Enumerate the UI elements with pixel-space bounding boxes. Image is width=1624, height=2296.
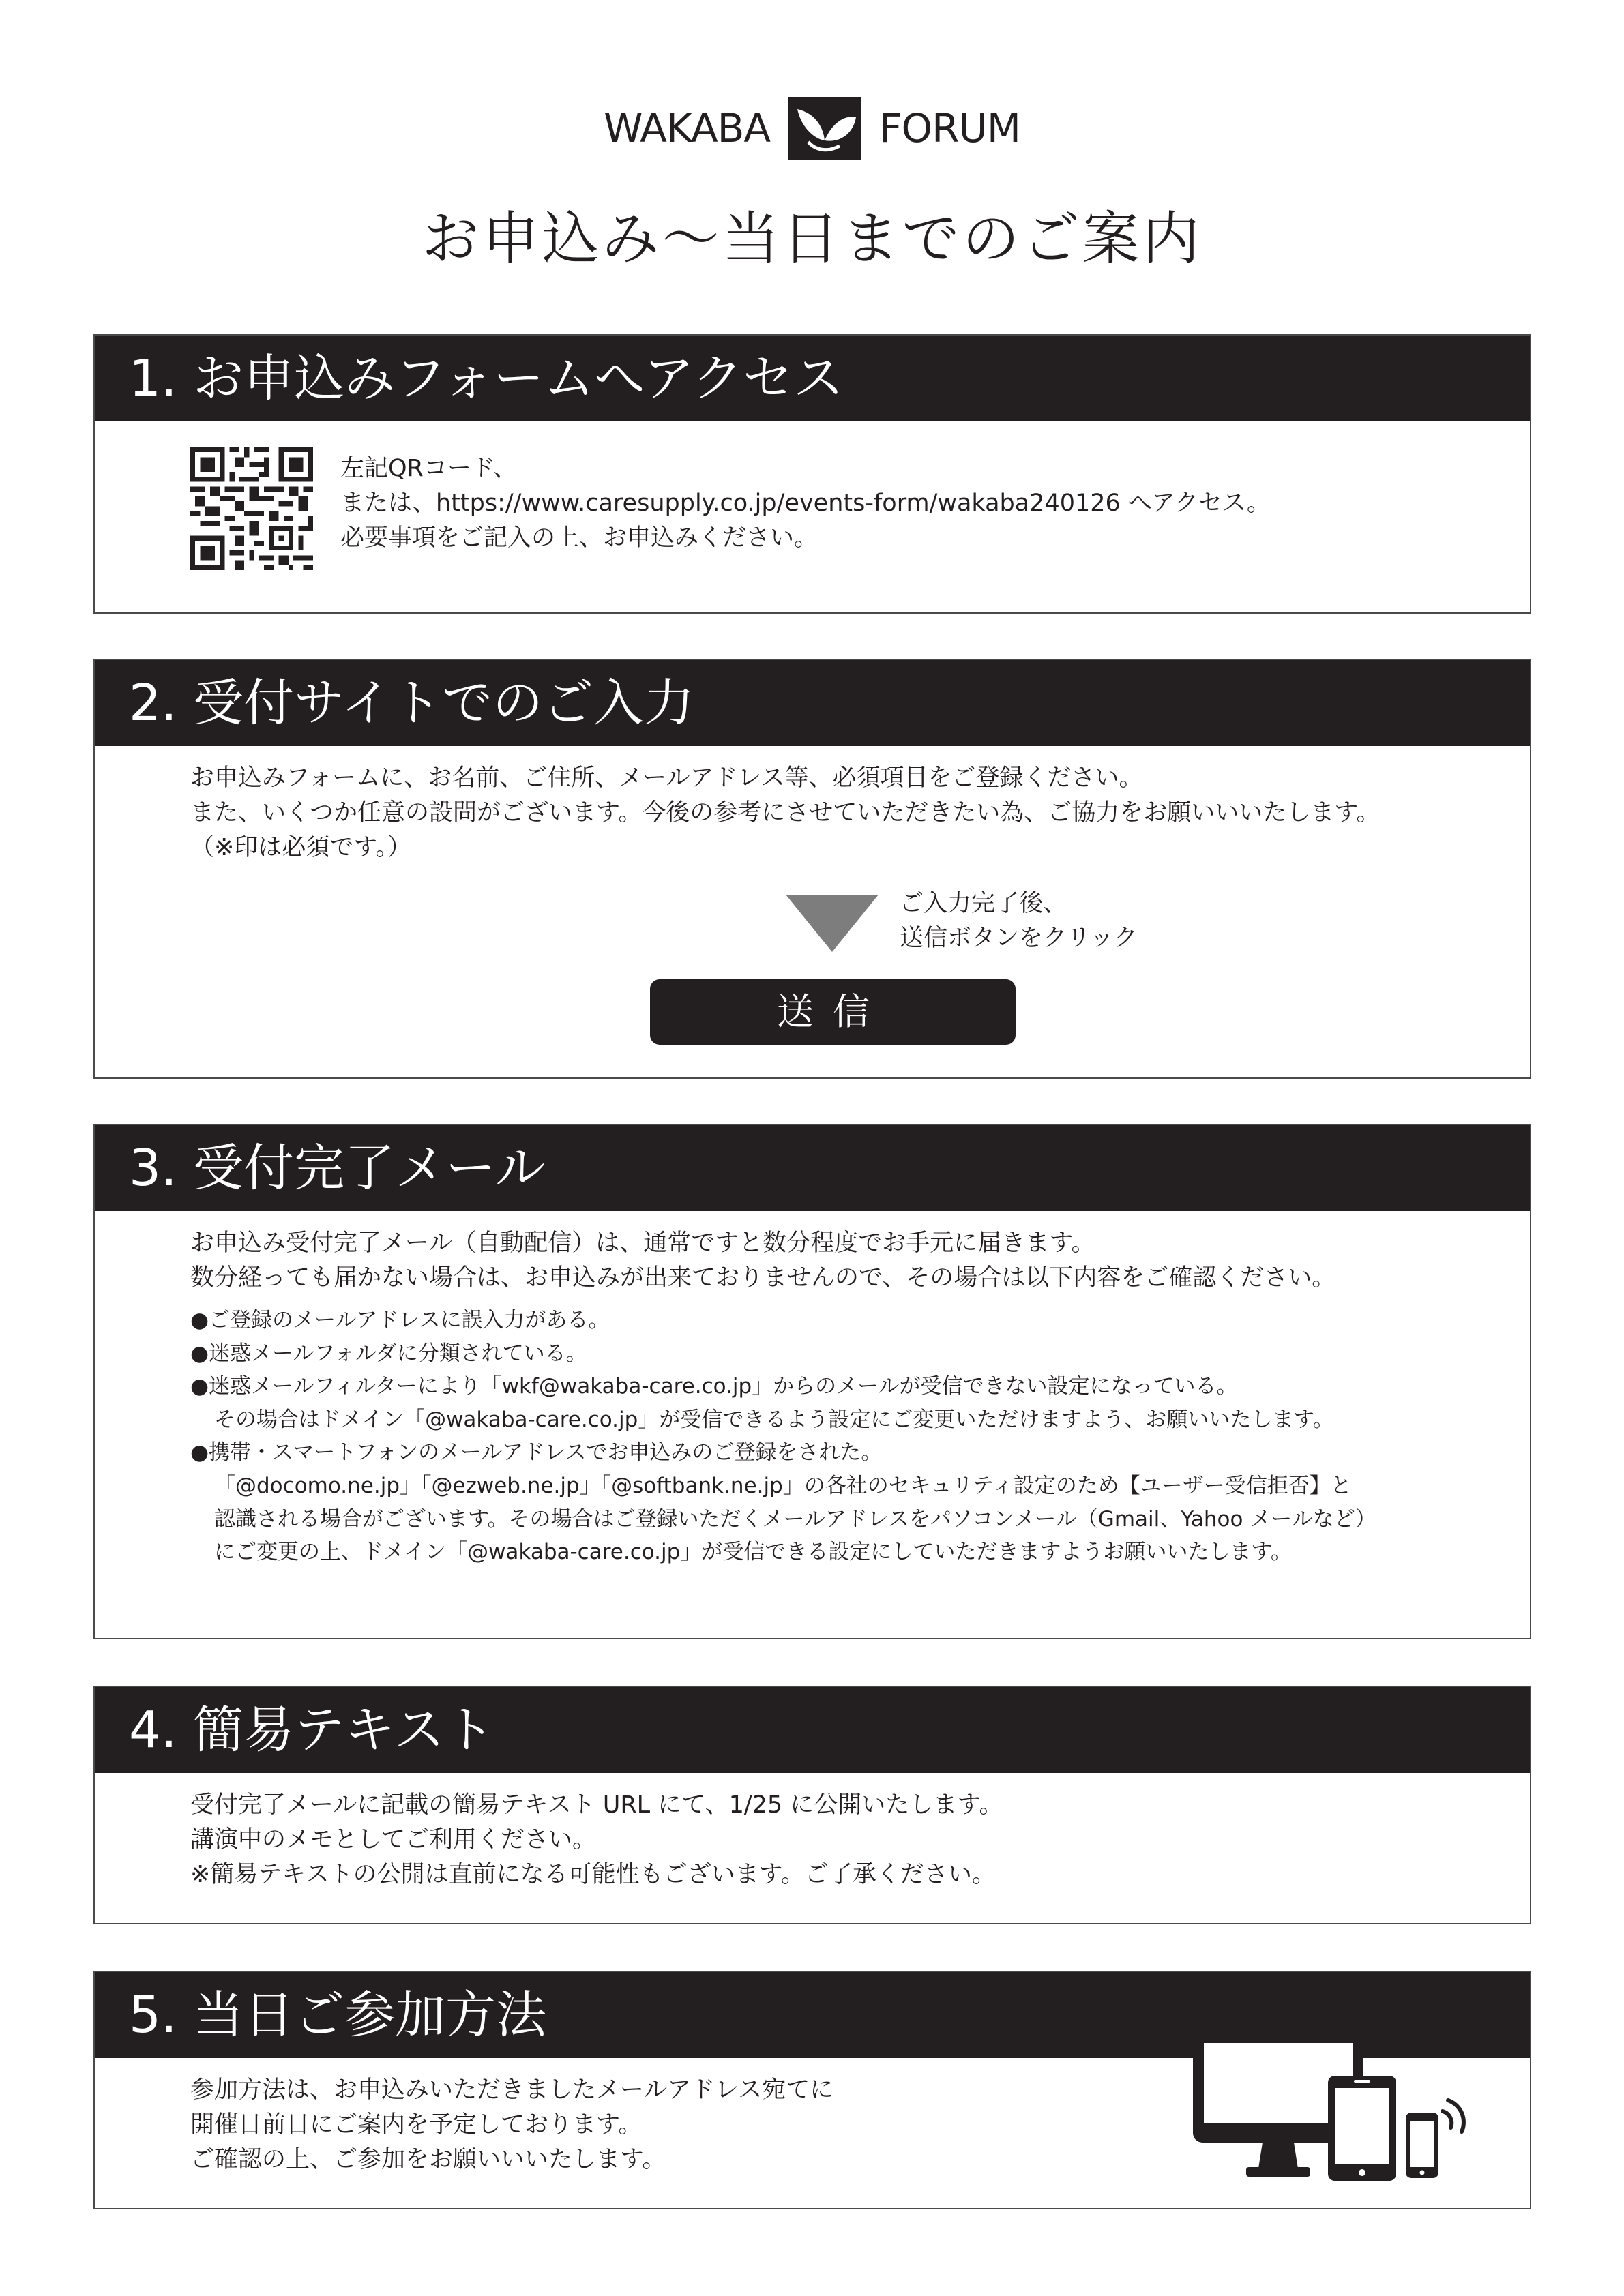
- section-4-text: [190, 1788, 1003, 1892]
- section-1-line: 左記QRコード、: [340, 455, 517, 482]
- section-access-form: [93, 334, 1531, 614]
- section-4-line: 受付完了メールに記載の簡易テキスト URL にて、1/25 に公開いたします。: [190, 1791, 1003, 1819]
- section-3-text: [190, 1226, 1335, 1296]
- list-item: 認識される場合がございます。その場合はご登録いただくメールアドレスをパソコンメール（Gmail、Yahoo メールなど）: [214, 1506, 1376, 1532]
- section-5-title: 5. 当日ご参加方法: [95, 1972, 1530, 2058]
- list-item: ●ご登録のメールアドレスに誤入力がある。: [190, 1308, 610, 1332]
- arrow-note-line: 送信ボタンをクリック: [900, 925, 1138, 952]
- section-5-line: 参加方法は、お申込みいただきましたメールアドレス宛てに: [190, 2076, 834, 2104]
- section-1-title: 1. お申込みフォームへアクセス: [95, 336, 1530, 421]
- section-4-line: ※簡易テキストの公開は直前になる可能性もございます。ご了承ください。: [190, 1861, 996, 1888]
- section-simple-text: [93, 1686, 1531, 1924]
- list-item: ●携帯・スマートフォンのメールアドレスでお申込みのご登録をされた。: [190, 1440, 883, 1465]
- section-3-title: 3. 受付完了メール: [95, 1125, 1530, 1211]
- troubleshoot-list: [190, 1304, 1376, 1569]
- section-2-line: お申込みフォームに、お名前、ご住所、メールアドレス等、必須項目をご登録ください。: [190, 764, 1143, 792]
- section-2-line: また、いくつか任意の設問がございます。今後の参考にさせていただきたい為、ご協力をお願いいいたします。: [190, 799, 1381, 826]
- list-item: にご変更の上、ドメイン「@wakaba-care.co.jp」が受信できる設定にしていただきますようお願いいたします。: [214, 1540, 1292, 1565]
- logo-right-word: FORUM: [879, 105, 1020, 151]
- section-confirmation-mail: [93, 1124, 1531, 1639]
- list-item: ●迷惑メールフィルターにより「wkf@wakaba-care.co.jp」からのメールが受信できない設定になっている。: [190, 1374, 1238, 1399]
- send-button[interactable]: 送信: [650, 979, 1016, 1045]
- section-4-title: 4. 簡易テキスト: [95, 1687, 1530, 1773]
- arrow-note: [900, 886, 1138, 956]
- list-item: ●迷惑メールフォルダに分類されている。: [190, 1341, 587, 1366]
- devices-icon: [1186, 2032, 1473, 2196]
- list-item: 「@docomo.ne.jp」「@ezweb.ne.jp」「@softbank.ne.jp」の各社のセキュリティ設定のため【ユーザー受信拒否】と: [214, 1473, 1352, 1498]
- wakaba-forum-logo: [0, 94, 1624, 162]
- section-5-text: [190, 2073, 833, 2177]
- section-1-line: 必要事項をご記入の上、お申込みください。: [340, 524, 818, 552]
- section-site-input: [93, 659, 1531, 1079]
- section-3-line: 数分経っても届かない場合は、お申込みが出来ておりませんので、その場合は以下内容をご確認ください。: [190, 1264, 1336, 1292]
- section-2-title: 2. 受付サイトでのご入力: [95, 660, 1530, 746]
- section-2-line: （※印は必須です。）: [190, 834, 412, 861]
- down-arrow-icon: [786, 895, 879, 952]
- section-4-line: 講演中のメモとしてご利用ください。: [190, 1826, 597, 1853]
- section-1-text: [340, 451, 1271, 556]
- logo-left-word: WAKABA: [604, 105, 771, 151]
- access-url-line[interactable]: または、https://www.caresupply.co.jp/events-form/wakaba240126 へアクセス。: [340, 490, 1271, 517]
- page-title: お申込み〜当日までのご案内: [422, 205, 1202, 272]
- section-5-line: ご確認の上、ご参加をお願いいいたします。: [190, 2146, 666, 2173]
- list-item: その場合はドメイン「@wakaba-care.co.jp」が受信できるよう設定にご変更いただけますよう、お願いいたします。: [214, 1407, 1334, 1432]
- section-3-line: お申込み受付完了メール（自動配信）は、通常ですと数分程度でお手元に届きます。: [190, 1229, 1095, 1257]
- section-5-line: 開催日前日にご案内を予定しております。: [190, 2111, 643, 2138]
- section-participation: [93, 1971, 1531, 2209]
- qr-code[interactable]: [190, 447, 313, 570]
- section-2-text: [190, 761, 1380, 865]
- leaf-logo-icon: [788, 97, 861, 160]
- arrow-note-line: ご入力完了後、: [900, 890, 1067, 917]
